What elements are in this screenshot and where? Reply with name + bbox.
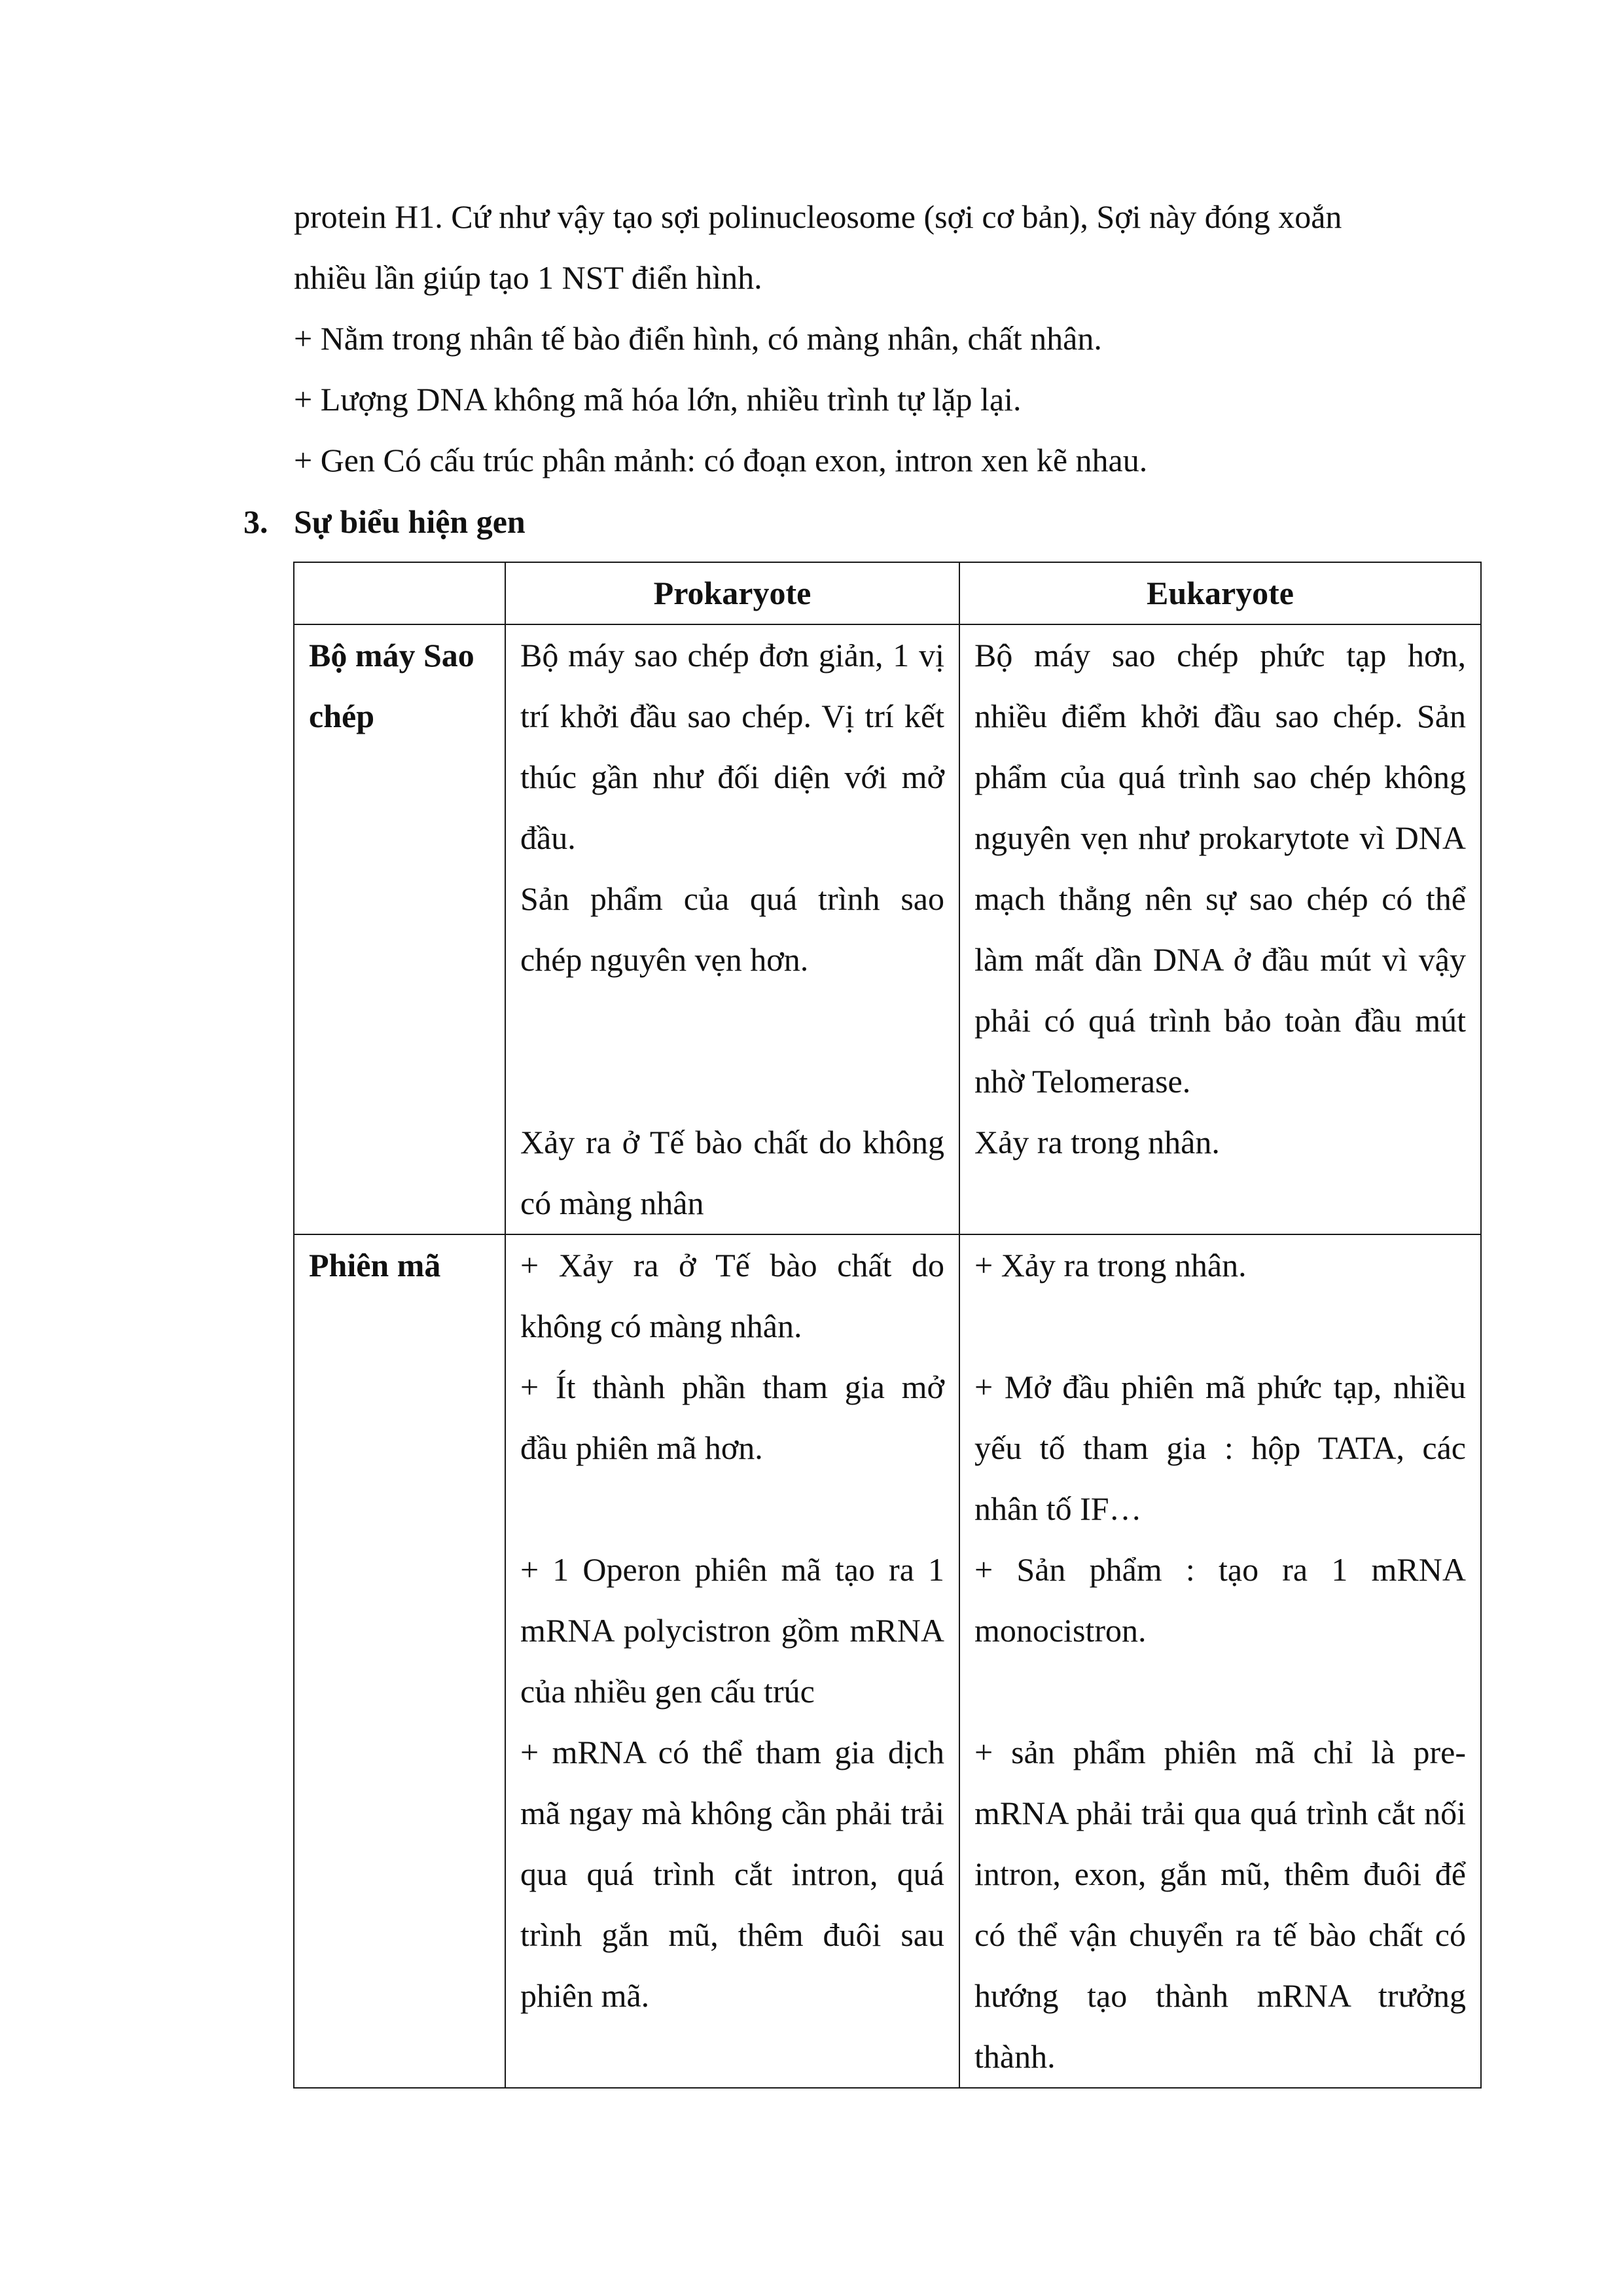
cell-paragraph: + sản phẩm phiên mã chỉ là pre-mRNA phải trải qua quá trình cắt nối intron, exon, gắn mũ, thêm đuôi để có thể vận chuyển ra tế bào chất có hướng tạo thành mRNA trưởng thành. [974,1734,1466,2075]
cell-paragraph: Xảy ra ở Tế bào chất do không có màng nhân [520,1124,944,1221]
cell-paragraph: + Xảy ra ở Tế bào chất do không có màng nhân. [520,1247,944,1344]
intro-line: + Gen Có cấu trúc phân mảnh: có đoạn exon, intron xen kẽ nhau. [294,442,1148,478]
cell-prokaryote-replication [505,624,959,1234]
cell-spacer [974,1661,1466,1722]
cell-paragraph: Xảy ra trong nhân. [974,1124,1220,1160]
header-prokaryote: Prokaryote [505,562,959,624]
row-label-transcription: Phiên mã [294,1234,505,2088]
table-header-row [294,562,1481,624]
cell-paragraph: + Ít thành phần tham gia mở đầu phiên mã hơn. [520,1369,944,1466]
intro-line: nhiều lần giúp tạo 1 NST điển hình. [294,259,762,296]
cell-paragraph: Bộ máy sao chép đơn giản, 1 vị trí khởi đầu sao chép. Vị trí kết thúc gần như đối diện với mở đầu. [520,637,944,856]
intro-line: + Nằm trong nhân tế bào điển hình, có màng nhân, chất nhân. [294,320,1102,357]
table-row [294,624,1481,1234]
cell-eukaryote-replication [959,624,1481,1234]
cell-paragraph: + Mở đầu phiên mã phức tạp, nhiều yếu tố tham gia : hộp TATA, các nhân tố IF… [974,1369,1466,1527]
section-number: 3. [243,503,268,540]
cell-prokaryote-transcription [505,1234,959,2088]
row-label-replication: Bộ máy Sao chép [294,624,505,1234]
cell-spacer [520,990,944,1112]
cell-paragraph: + mRNA có thể tham gia dịch mã ngay mà không cần phải trải qua quá trình cắt intron, quá trình gắn mũ, thêm đuôi sau phiên mã. [520,1734,944,2014]
section-heading [243,492,526,552]
intro-paragraph [294,187,1498,491]
cell-paragraph: + Xảy ra trong nhân. [974,1247,1247,1283]
header-empty [294,562,505,624]
table-row [294,1234,1481,2088]
intro-line: + Lượng DNA không mã hóa lớn, nhiều trình tự lặp lại. [294,381,1022,418]
comparison-table [293,562,1482,2089]
section-title: Sự biểu hiện gen [294,503,526,540]
cell-paragraph: + 1 Operon phiên mã tạo ra 1 mRNA polycistron gồm mRNA của nhiều gen cấu trúc [520,1551,944,1710]
cell-paragraph: + Sản phẩm : tạo ra 1 mRNA monocistron. [974,1551,1466,1649]
header-eukaryote: Eukaryote [959,562,1481,624]
intro-line: protein H1. Cứ như vậy tạo sợi polinucleosome (sợi cơ bản), Sợi này đóng xoắn [294,198,1342,235]
cell-paragraph: Bộ máy sao chép phức tạp hơn, nhiều điểm khởi đầu sao chép. Sản phẩm của quá trình sao chép không nguyên vẹn như prokarytote vì DNA mạch thẳng nên sự sao chép có thể làm mất dần DNA ở đầu mút vì vậy phải có quá trình bảo toàn đầu mút nhờ Telomerase. [974,637,1466,1100]
cell-spacer [974,1296,1466,1357]
cell-spacer [520,1479,944,1539]
cell-eukaryote-transcription [959,1234,1481,2088]
cell-paragraph: Sản phẩm của quá trình sao chép nguyên vẹn hơn. [520,880,944,978]
